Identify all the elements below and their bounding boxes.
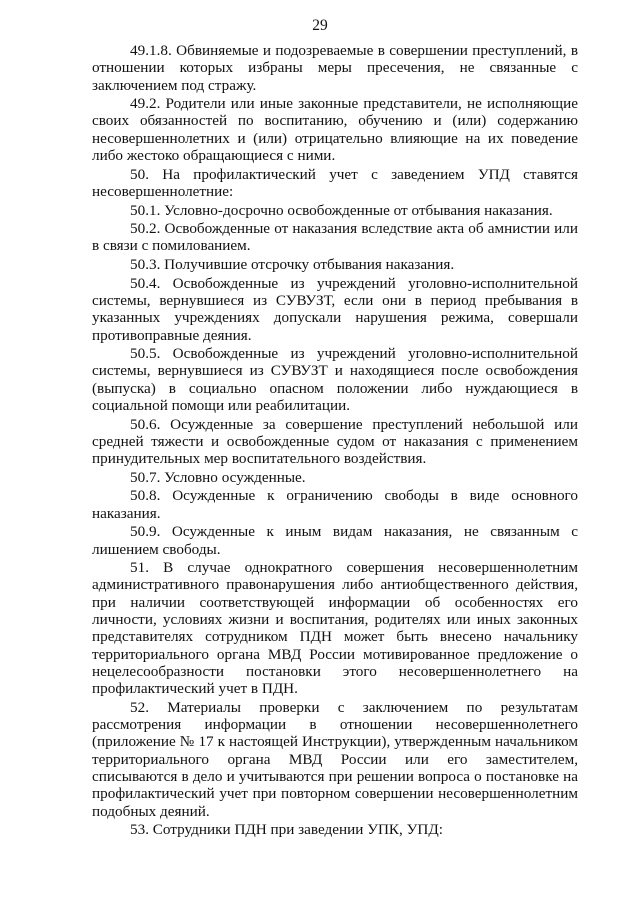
paragraph-50-4: 50.4. Освобожденные из учреждений уголовно-исполнительной системы, вернувшиеся из СУВУЗТ, если они в период пребывания в указанных учреждениях допускали нарушения режима, совершали противоправные деяния. xyxy=(92,274,578,344)
paragraph-53: 53. Сотрудники ПДН при заведении УПК, УПД: xyxy=(130,821,443,839)
paragraph-50-5: 50.5. Освобожденные из учреждений уголовно-исполнительной системы, вернувшиеся из СУВУЗТ и находящиеся после освобождения (выпуска) в социально опасном положении либо нуждающиеся в социальной помощи или реабилитации. xyxy=(92,345,578,415)
paragraph-50-2: 50.2. Освобожденные от наказания вследствие акта об амнистии или в связи с помилованием. xyxy=(92,220,578,255)
paragraph-50-1: 50.1. Условно-досрочно освобожденные от отбывания наказания. xyxy=(130,201,553,219)
paragraph-49-1-8: 49.1.8. Обвиняемые и подозреваемые в совершении преступлений, в отношении которых избраны меры пресечения, не связанные с заключением под стражу. xyxy=(92,42,578,94)
paragraph-49-2: 49.2. Родители или иные законные представители, не исполняющие своих обязанностей по воспитанию, обучению и (или) содержанию несовершеннолетних и (или) отрицательно влияющие на их поведение либо жестоко обращающиеся с ними. xyxy=(92,95,578,165)
document-body xyxy=(92,42,578,840)
paragraph-50-8: 50.8. Осужденные к ограничению свободы в виде основного наказания. xyxy=(92,487,578,522)
page-number: 29 xyxy=(312,17,328,34)
paragraph-52: 52. Материалы проверки с заключением по результатам рассмотрения информации в отношении несовершеннолетнего (приложение № 17 к настоящей Инструкции), утвержденным начальником территориального органа МВД России или его заместителем, списываются в дело и учитываются при решении вопроса о постановке на профилактический учет при повторном совершении несовершеннолетним подобных деяний. xyxy=(92,698,578,820)
paragraph-50-7: 50.7. Условно осужденные. xyxy=(130,468,306,486)
paragraph-50-3: 50.3. Получившие отсрочку отбывания наказания. xyxy=(130,256,455,274)
paragraph-51: 51. В случае однократного совершения несовершеннолетним административного правонарушения либо антиобщественного действия, при наличии соответствующей информации об особенностях его личности, условиях жизни и воспитания, родителях или иных законных представителях сотрудником ПДН может быть внесено начальнику территориального органа МВД России мотивированное предложение о нецелесообразности постановки этого несовершеннолетнего на профилактический учет в ПДН. xyxy=(92,559,578,698)
paragraph-50: 50. На профилактический учет с заведением УПД ставятся несовершеннолетние: xyxy=(92,165,578,200)
paragraph-50-9: 50.9. Осужденные к иным видам наказания, не связанным с лишением свободы. xyxy=(92,523,578,558)
paragraph-50-6: 50.6. Осужденные за совершение преступлений небольшой или средней тяжести и освобожденные судом от наказания с применением принудительных мер воспитательного воздействия. xyxy=(92,415,578,468)
